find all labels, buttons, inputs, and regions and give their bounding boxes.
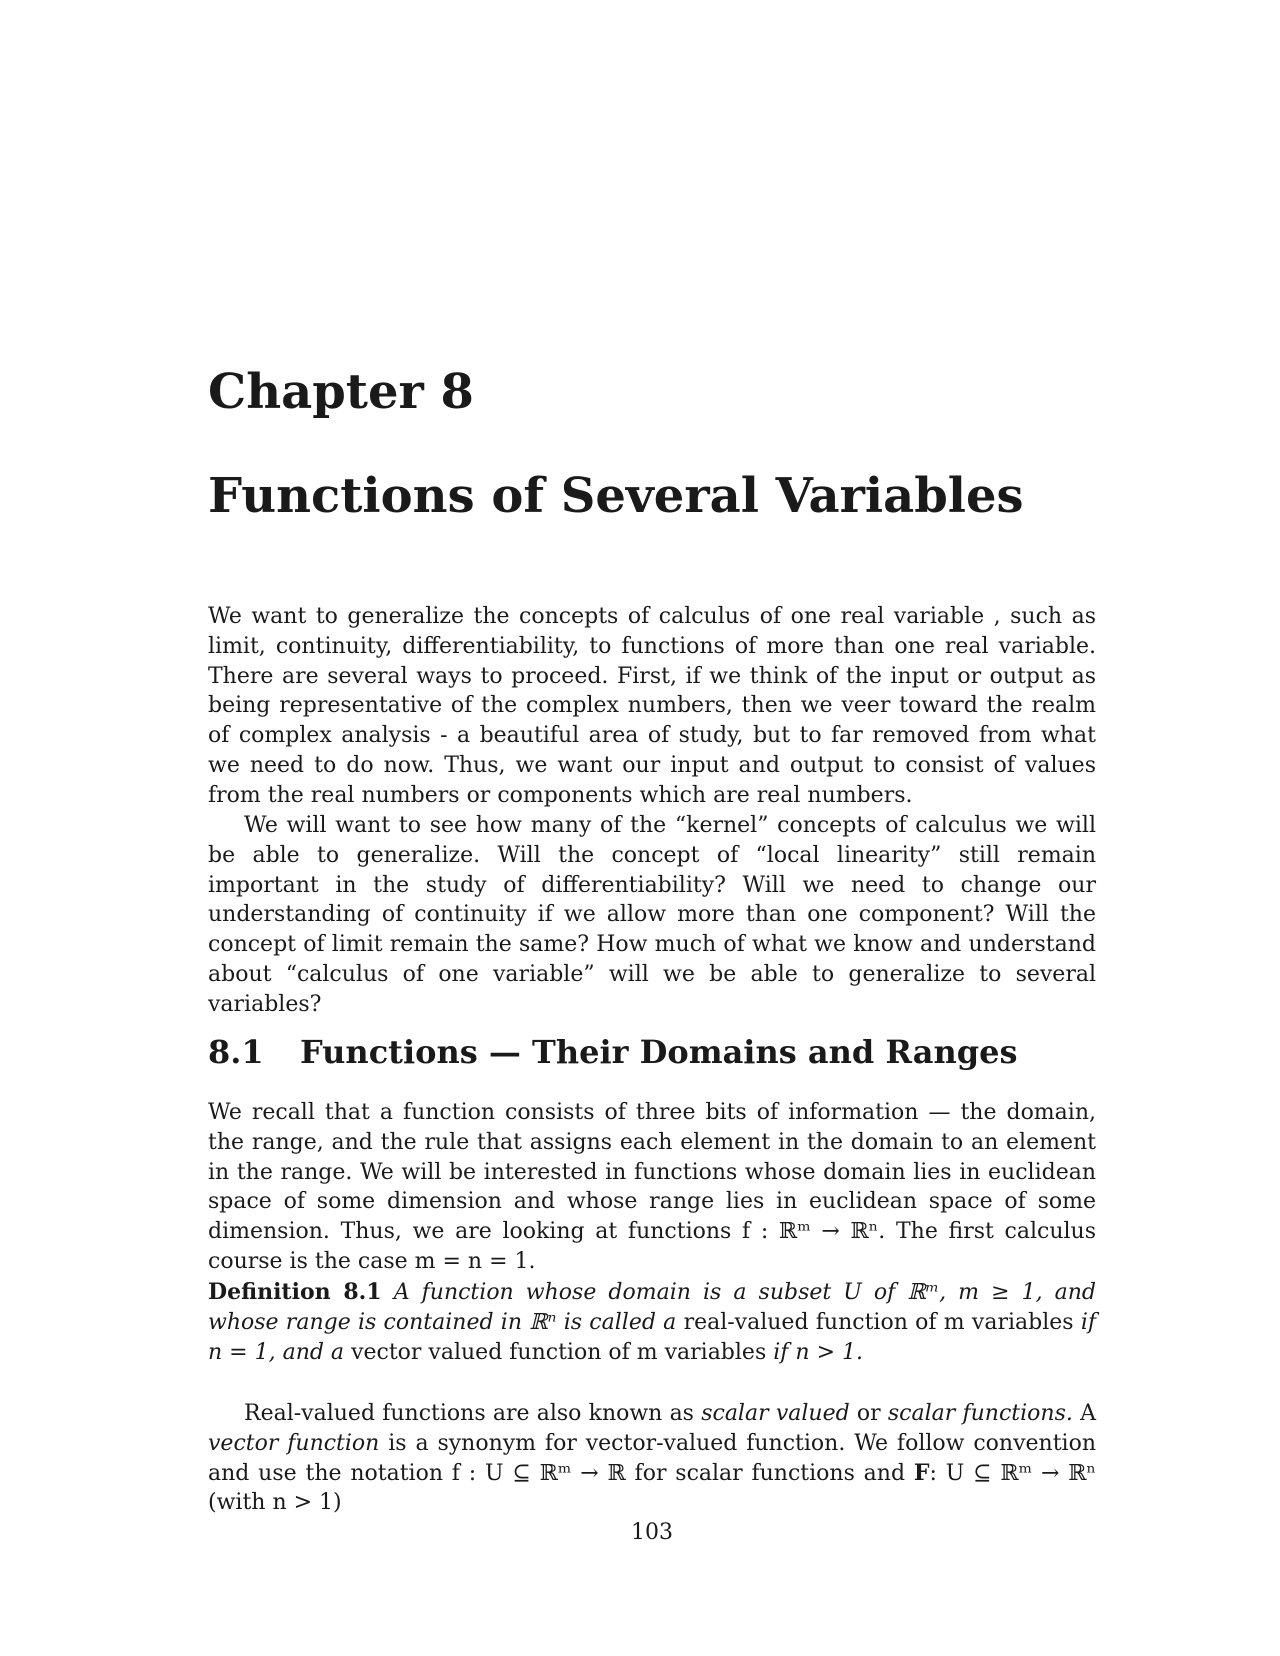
followup-text-5: : U ⊆ ℝᵐ → ℝⁿ (with n > 1) [208,1460,1096,1516]
followup-em-scalar-functions: scalar functions. [887,1401,1073,1426]
definition-text-1: A function whose domain is a subset U of ℝᵐ, m ≥ 1, and whose range is contained in ℝⁿ is called a [208,1280,1096,1335]
section-paragraph-1: We recall that a function consists of three bits of information — the domain, the range, and the rule that assigns each element in the domain to an element in the range. We will be interested in functions whose domain lies in euclidean space of some dimension and whose range lies in euclidean space of some dimension. Thus, we are looking at functions f : ℝᵐ → ℝⁿ. The first calculus course is the case m = n = 1. [208,1100,1096,1274]
followup-text-4: is a synonym for vector-valued function. We follow convention and use the notation f : U ⊆ ℝᵐ → ℝ for scalar functions and [208,1430,1096,1486]
document-page [208,0,1096,1656]
chapter-label: Chapter 8 [208,364,474,420]
definition-8-1 [208,1278,1096,1367]
definition-text-3: if n > 1. [773,1339,864,1365]
section-number: 8.1 [208,1033,264,1071]
definition-term-real-valued: real-valued function of m variables [683,1309,1074,1335]
page-number: 103 [631,1520,673,1545]
chapter-title: Functions of Several Variables [208,468,1024,524]
followup-text-2: or [856,1401,881,1426]
intro-paragraph-2: We will want to see how many of the “kernel” concepts of calculus we will be able to generalize. Will the concept of “local linearity” still remain important in the study of differentiability? Will we need to change our understanding of continuity if we allow more than one component? Will the concept of limit remain the same? How much of what we know and understand about “calculus of one variable” will we be able to generalize to several variables? [208,813,1096,1017]
intro-paragraph-1: We want to generalize the concepts of calculus of one real variable , such as limit, continuity, differentiability, to functions of more than one real variable. There are several ways to proceed. First, if we think of the input or output as being representative of the complex numbers, then we veer toward the realm of complex analysis - a beautiful area of study, but to far removed from what we need to do now. Thus, we want our input and output to consist of values from the real numbers or components which are real numbers. [208,604,1096,808]
followup-text-3: A [1080,1401,1096,1426]
definition-text-2: if n = 1, and a [208,1309,1096,1365]
definition-term-vector-valued: vector valued function of m variables [351,1339,767,1365]
followup-text-1: Real-valued functions are also known as [244,1401,694,1426]
section-title: Functions — Their Domains and Ranges [300,1033,1018,1071]
followup-em-vector-function: vector function [208,1430,380,1456]
followup-paragraph [208,1399,1096,1518]
followup-em-scalar-valued: scalar valued [701,1401,850,1426]
followup-bold-F: F [913,1459,930,1486]
definition-label: Definition 8.1 [208,1279,382,1305]
section-heading [208,1030,1017,1074]
